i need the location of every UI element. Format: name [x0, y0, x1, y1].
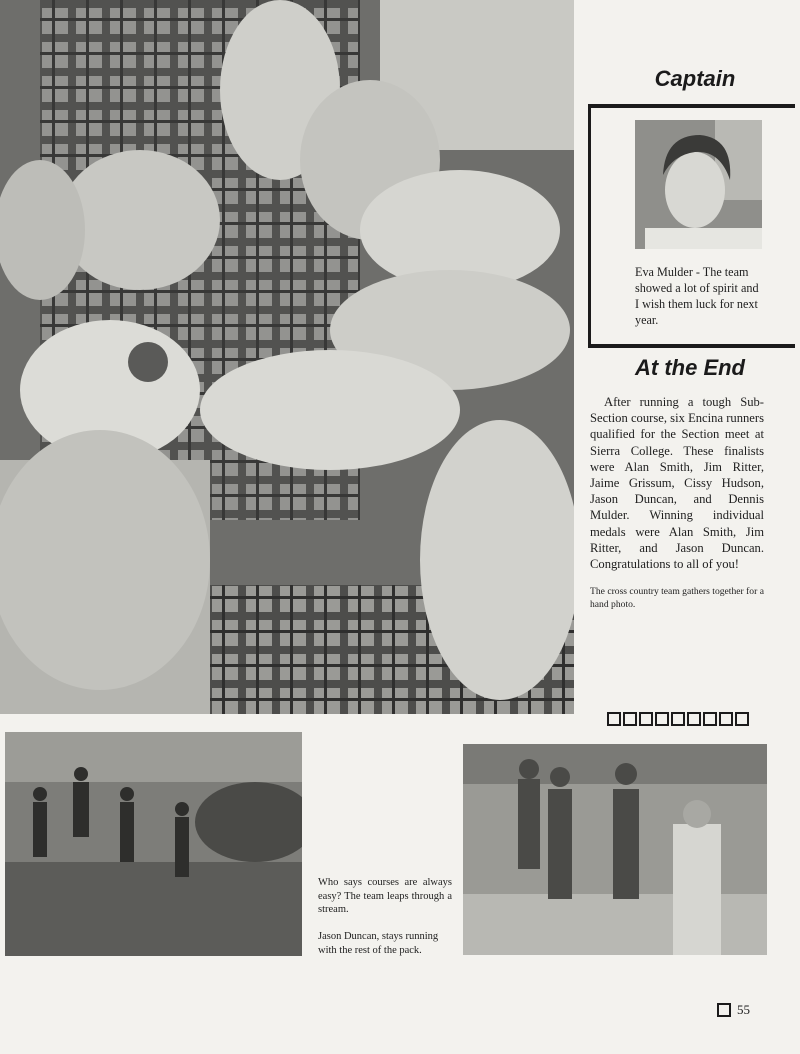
runners-pack-photo-graphic	[463, 744, 767, 955]
decorative-box	[655, 712, 669, 726]
team-hands-photo	[0, 0, 574, 714]
stream-caption: Who says courses are always easy? The team leaps through a stream.	[318, 877, 452, 915]
hand-photo-caption: The cross country team gathers together for a hand photo.	[590, 586, 764, 610]
at-the-end-body: After running a tough Sub-Section course, six Encina runners qualified for the Section meet at Sierra College. These finalists were Alan Smith, Jim Ritter, Jaime Grissum, Cissy Hudson, Jason Duncan, and Dennis Mulder. Winning individual medals were Alan Smith, Jim Ritter, and Jason Duncan. Congratulations to all of you!	[590, 395, 764, 572]
team-hands-photo-graphic	[0, 0, 574, 714]
decorative-box	[671, 712, 685, 726]
runners-pack-photo	[463, 744, 767, 955]
captain-heading: Captain	[654, 66, 736, 91]
decorative-box	[623, 712, 637, 726]
decorative-box	[607, 712, 621, 726]
decorative-box	[703, 712, 717, 726]
decorative-box	[687, 712, 701, 726]
stream-jump-photo	[5, 732, 302, 956]
folio-box	[717, 1003, 731, 1017]
decorative-box	[735, 712, 749, 726]
page-number: 55	[737, 1002, 750, 1017]
captain-portrait-graphic	[635, 120, 762, 249]
at-the-end-heading: At the End	[635, 355, 745, 380]
captain-caption: Eva Mulder - The team showed a lot of spirit and I wish them luck for next year.	[635, 265, 759, 327]
captain-portrait	[635, 120, 762, 249]
stream-jump-photo-graphic	[5, 732, 302, 956]
duncan-caption: Jason Duncan, stays running with the rest of the pack.	[318, 931, 439, 956]
page-folio	[717, 1002, 750, 1018]
decorative-box-row	[607, 712, 749, 726]
decorative-box	[639, 712, 653, 726]
decorative-box	[719, 712, 733, 726]
